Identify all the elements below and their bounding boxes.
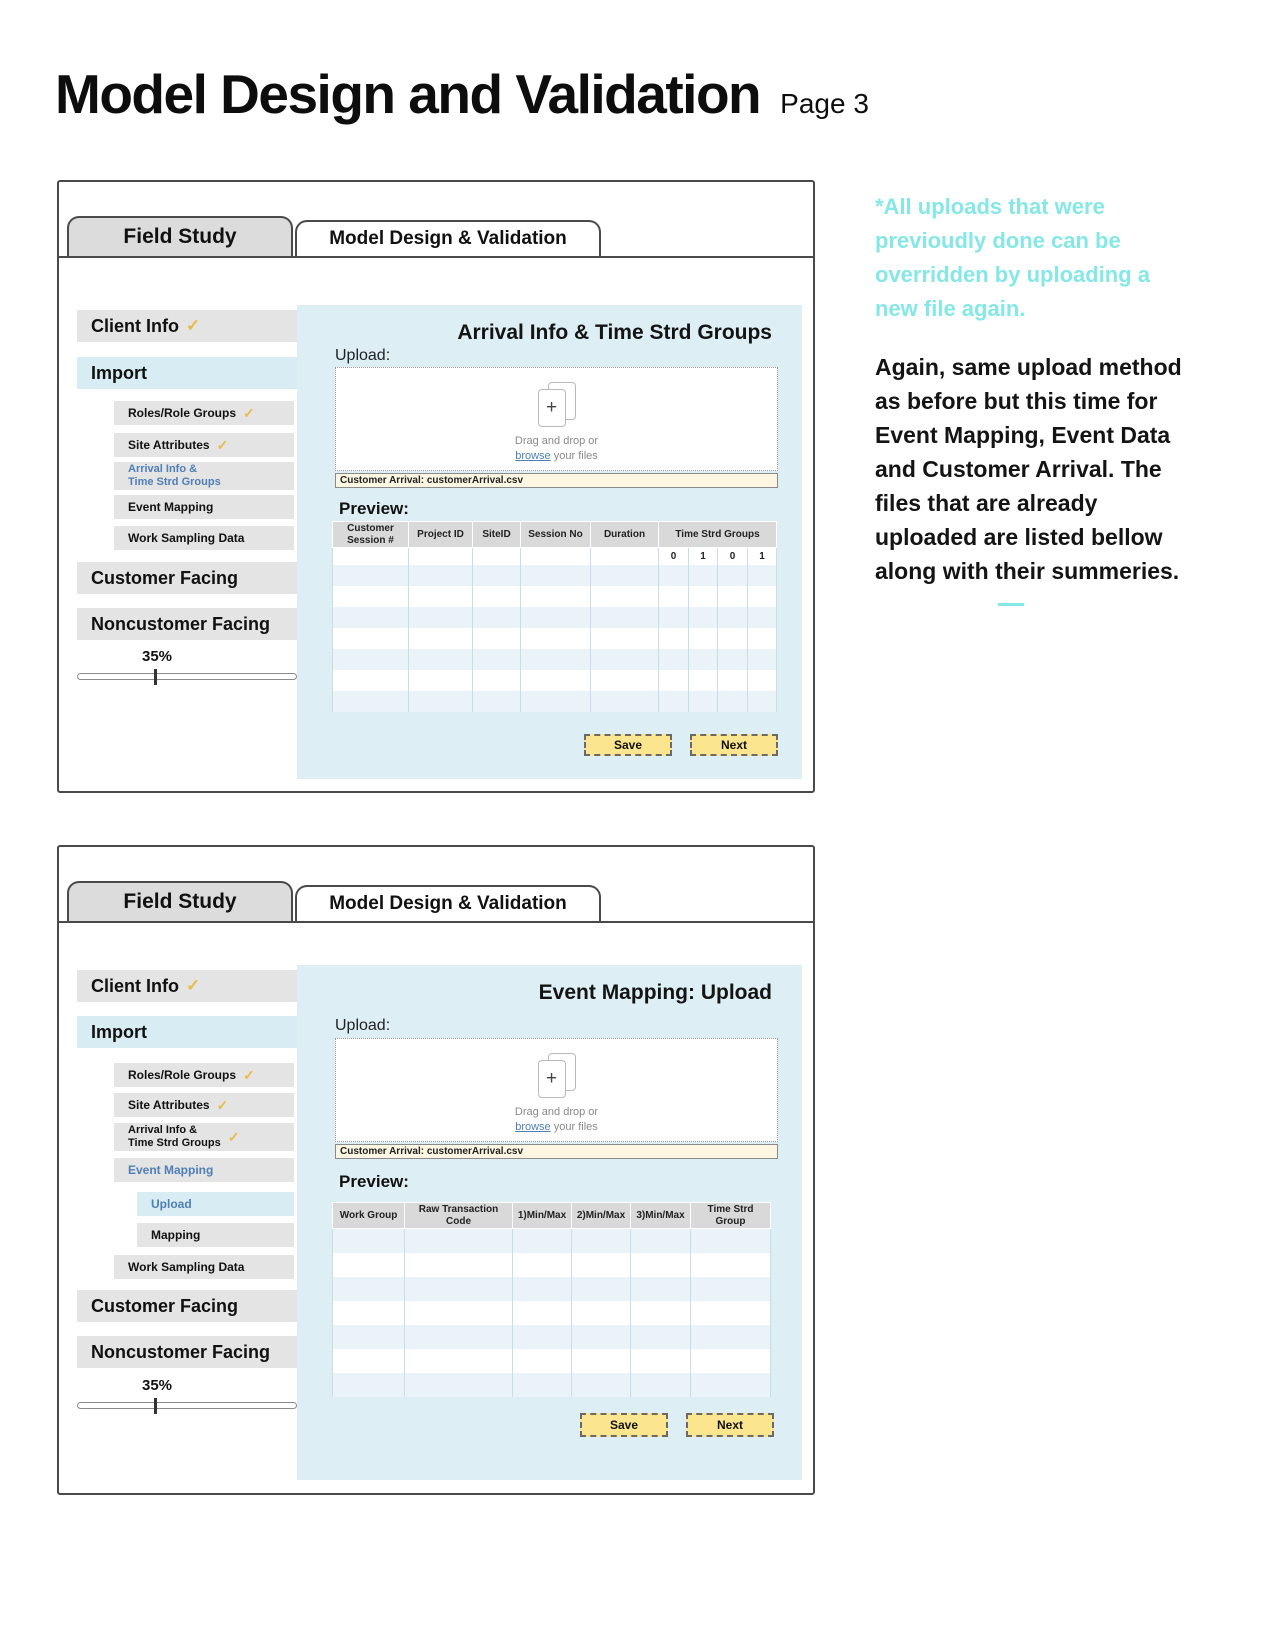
table-cell xyxy=(473,670,521,691)
check-icon: ✓ xyxy=(243,1066,255,1083)
table-cell xyxy=(473,548,521,565)
dropzone-hint xyxy=(336,434,777,464)
sidebar-item-label: Client Info xyxy=(91,975,179,996)
progress-slider[interactable] xyxy=(77,673,297,680)
tab-model-design-validation[interactable] xyxy=(295,220,601,256)
preview-table xyxy=(332,521,777,712)
sidebar-item-label: Noncustomer Facing xyxy=(91,1341,271,1362)
check-icon: ✓ xyxy=(227,1128,240,1145)
wireframe-screen-arrival-info xyxy=(57,180,815,793)
table-cell xyxy=(405,1229,513,1253)
table-cell xyxy=(333,1277,405,1301)
next-button[interactable]: Next xyxy=(686,1413,774,1437)
preview-label: Preview: xyxy=(339,499,409,518)
table-cell xyxy=(591,649,659,670)
table-cell xyxy=(691,1277,771,1301)
table-cell xyxy=(659,586,689,607)
table-cell xyxy=(521,586,591,607)
table-cell xyxy=(333,1253,405,1277)
sidebar-item-import[interactable] xyxy=(77,357,297,389)
plus-icon: + xyxy=(538,389,566,427)
uploaded-file-bar: Customer Arrival: customerArrival.csv xyxy=(335,473,778,488)
sidebar-item-label: Work Sampling Data xyxy=(128,531,245,545)
table-cell xyxy=(689,649,718,670)
sidebar-item-client-info[interactable] xyxy=(77,970,297,1002)
table-row xyxy=(333,628,777,649)
table-cell xyxy=(691,1373,771,1397)
document-title-row xyxy=(55,62,869,126)
table-cell xyxy=(591,628,659,649)
table-cell xyxy=(631,1301,691,1325)
progress-slider[interactable] xyxy=(77,1402,297,1409)
sidebar-item-label: Site Attributes xyxy=(128,438,210,452)
table-cell xyxy=(691,1325,771,1349)
table-row xyxy=(333,1253,771,1277)
tab-model-design-validation[interactable] xyxy=(295,885,601,921)
tab-label: Model Design & Validation xyxy=(329,228,567,249)
browse-link[interactable]: browse xyxy=(515,1120,551,1133)
tab-label: Field Study xyxy=(123,225,237,248)
table-header-cell: Time Strd Groups xyxy=(659,522,777,548)
table-header-row xyxy=(333,522,777,548)
tab-bar xyxy=(59,218,813,258)
annotation-note-black: Again, same upload method as before but this time for Event Mapping, Event Data and Customer Arrival. The files that are already uploaded are listed bellow along with their summeries. xyxy=(875,354,1182,585)
table-cell xyxy=(718,586,748,607)
table-cell xyxy=(572,1277,631,1301)
table-header-row xyxy=(333,1203,771,1229)
sidebar-item-label: Roles/Role Groups xyxy=(128,1068,237,1082)
table-row xyxy=(333,670,777,691)
table-header-cell: Duration xyxy=(591,522,659,548)
table-cell xyxy=(333,691,409,712)
sidebar-item-customer-facing[interactable] xyxy=(77,1290,297,1322)
table-cell xyxy=(591,548,659,565)
table-cell xyxy=(521,691,591,712)
table-cell xyxy=(409,565,473,586)
sidebar-item-label: Customer Facing xyxy=(91,567,239,588)
table-cell xyxy=(333,649,409,670)
table-cell xyxy=(691,1349,771,1373)
table-cell xyxy=(405,1373,513,1397)
sidebar-item-label: Site Attributes xyxy=(128,1098,210,1112)
uploaded-file-bar: Customer Arrival: customerArrival.csv xyxy=(335,1144,778,1159)
slider-thumb[interactable] xyxy=(154,669,157,685)
content-panel xyxy=(297,305,802,779)
table-cell xyxy=(409,607,473,628)
table-cell xyxy=(689,607,718,628)
table-cell xyxy=(473,586,521,607)
sidebar-item-client-info[interactable] xyxy=(77,310,297,342)
table-row xyxy=(333,1229,771,1253)
subheader-cell: 1 xyxy=(748,548,777,565)
table-cell xyxy=(473,565,521,586)
table-row xyxy=(333,1325,771,1349)
table-header-cell: Project ID xyxy=(409,522,473,548)
table-cell xyxy=(691,1301,771,1325)
sidebar-item-label: Arrival Info & Time Strd Groups xyxy=(128,1124,221,1149)
table-cell xyxy=(521,607,591,628)
table-row xyxy=(333,607,777,628)
table-cell xyxy=(513,1325,572,1349)
table-row xyxy=(333,691,777,712)
table-cell xyxy=(659,649,689,670)
sidebar-item-work-sampling-data[interactable] xyxy=(114,1255,294,1279)
table-cell xyxy=(521,649,591,670)
dropzone-hint xyxy=(336,1105,777,1135)
table-cell xyxy=(333,1301,405,1325)
sidebar-item-label: Arrival Info & Time Strd Groups xyxy=(128,463,221,488)
save-button[interactable]: Save xyxy=(584,734,672,756)
table-row xyxy=(333,649,777,670)
sidebar-item-customer-facing[interactable] xyxy=(77,562,297,594)
sidebar-item-upload[interactable] xyxy=(137,1192,294,1216)
table-header-cell: 3)Min/Max xyxy=(631,1203,691,1229)
table-cell xyxy=(748,649,777,670)
table-cell xyxy=(572,1301,631,1325)
table-cell xyxy=(572,1349,631,1373)
sidebar-item-mapping[interactable] xyxy=(137,1223,294,1247)
sidebar-item-label: Upload xyxy=(151,1197,192,1211)
table-cell xyxy=(689,586,718,607)
table-cell xyxy=(748,628,777,649)
sidebar-item-site-attributes[interactable] xyxy=(114,433,294,457)
sidebar-item-noncustomer-facing[interactable] xyxy=(77,1336,297,1368)
tab-label: Field Study xyxy=(123,890,237,913)
table-cell xyxy=(631,1277,691,1301)
table-cell xyxy=(409,649,473,670)
table-cell xyxy=(689,565,718,586)
table-cell xyxy=(405,1349,513,1373)
sidebar-item-roles-role-groups[interactable] xyxy=(114,401,294,425)
sidebar-item-label: Event Mapping xyxy=(128,500,214,514)
table-cell xyxy=(513,1301,572,1325)
table-cell xyxy=(659,565,689,586)
progress-percent: 35% xyxy=(141,648,173,665)
table-cell xyxy=(473,628,521,649)
tab-field-study[interactable] xyxy=(67,881,293,921)
table-cell xyxy=(689,628,718,649)
content-title: Event Mapping: Upload xyxy=(538,981,772,1004)
table-header-cell: 1)Min/Max xyxy=(513,1203,572,1229)
preview-label: Preview: xyxy=(339,1172,409,1191)
sidebar-item-roles-role-groups[interactable] xyxy=(114,1063,294,1087)
table-cell xyxy=(333,1373,405,1397)
table-cell xyxy=(409,548,473,565)
table-row xyxy=(333,565,777,586)
sidebar-item-label: Customer Facing xyxy=(91,1295,239,1316)
sidebar-item-arrival-info[interactable] xyxy=(114,1123,294,1151)
table-cell xyxy=(405,1325,513,1349)
table-cell xyxy=(718,565,748,586)
sidebar-item-label: Noncustomer Facing xyxy=(91,613,271,634)
table-cell xyxy=(748,586,777,607)
table-cell xyxy=(513,1349,572,1373)
sidebar-item-event-mapping[interactable] xyxy=(114,1158,294,1182)
table-cell xyxy=(631,1229,691,1253)
next-button[interactable]: Next xyxy=(690,734,778,756)
tab-label: Model Design & Validation xyxy=(329,893,567,914)
table-header-cell: Customer Session # xyxy=(333,522,409,548)
table-cell xyxy=(333,1229,405,1253)
table-cell xyxy=(405,1301,513,1325)
table-cell xyxy=(513,1277,572,1301)
content-title: Arrival Info & Time Strd Groups xyxy=(457,321,772,344)
page-title: Model Design and Validation xyxy=(55,63,761,125)
sidebar-item-arrival-info[interactable] xyxy=(114,462,294,490)
table-cell xyxy=(572,1253,631,1277)
dropzone-text: Drag and drop or xyxy=(514,435,599,447)
table-cell xyxy=(572,1229,631,1253)
table-cell xyxy=(473,691,521,712)
table-cell xyxy=(691,1253,771,1277)
sidebar-item-work-sampling-data[interactable] xyxy=(114,526,294,550)
table-header-cell: Work Group xyxy=(333,1203,405,1229)
table-cell xyxy=(409,586,473,607)
table-cell xyxy=(591,607,659,628)
table-cell xyxy=(718,649,748,670)
table-cell xyxy=(521,565,591,586)
sidebar-item-label: Work Sampling Data xyxy=(128,1260,245,1274)
table-cell xyxy=(521,670,591,691)
sidebar-item-import[interactable] xyxy=(77,1016,297,1048)
table-cell xyxy=(718,628,748,649)
table-cell xyxy=(473,607,521,628)
table-cell xyxy=(521,628,591,649)
table-header-cell: Raw Transaction Code xyxy=(405,1203,513,1229)
table-cell xyxy=(689,691,718,712)
table-header-cell: 2)Min/Max xyxy=(572,1203,631,1229)
sidebar-item-label: Roles/Role Groups xyxy=(128,406,237,420)
sidebar-item-label: Mapping xyxy=(151,1228,201,1242)
table-cell xyxy=(513,1253,572,1277)
file-dropzone[interactable] xyxy=(335,1038,778,1142)
table-cell xyxy=(659,607,689,628)
table-cell xyxy=(513,1229,572,1253)
check-icon: ✓ xyxy=(216,436,229,453)
table-row xyxy=(333,1301,771,1325)
table-cell xyxy=(409,691,473,712)
table-cell xyxy=(333,1325,405,1349)
check-icon: ✓ xyxy=(186,976,201,995)
table-row xyxy=(333,1373,771,1397)
table-cell xyxy=(718,670,748,691)
table-header-cell: SiteID xyxy=(473,522,521,548)
table-cell xyxy=(409,670,473,691)
table-cell xyxy=(659,691,689,712)
sidebar-item-event-mapping[interactable] xyxy=(114,495,294,519)
tab-bar xyxy=(59,883,813,923)
file-dropzone[interactable] xyxy=(335,367,778,471)
table-cell xyxy=(659,628,689,649)
table-header-cell: Time Strd Group xyxy=(691,1203,771,1229)
table-cell xyxy=(748,607,777,628)
subheader-cell: 0 xyxy=(659,548,689,565)
table-cell xyxy=(631,1373,691,1397)
table-cell xyxy=(689,670,718,691)
page-number-label: Page 3 xyxy=(780,88,869,119)
table-cell xyxy=(691,1229,771,1253)
table-row xyxy=(333,1349,771,1373)
table-cell xyxy=(591,670,659,691)
check-icon: ✓ xyxy=(216,1096,229,1113)
table-cell xyxy=(405,1253,513,1277)
plus-icon: + xyxy=(538,1060,566,1098)
table-cell xyxy=(333,548,409,565)
slider-thumb[interactable] xyxy=(154,1398,157,1414)
dropzone-text: Drag and drop or xyxy=(514,1106,599,1118)
check-icon: ✓ xyxy=(186,316,201,335)
table-row xyxy=(333,1277,771,1301)
browse-link[interactable]: browse xyxy=(515,449,551,462)
add-file-icon xyxy=(536,1053,578,1101)
table-header-cell: Session No xyxy=(521,522,591,548)
check-icon: ✓ xyxy=(243,404,255,421)
sidebar-item-site-attributes[interactable] xyxy=(114,1093,294,1117)
table-cell xyxy=(333,565,409,586)
table-cell xyxy=(473,649,521,670)
wireframe-screen-event-mapping xyxy=(57,845,815,1495)
upload-label: Upload: xyxy=(335,347,391,364)
progress-percent: 35% xyxy=(141,1377,173,1394)
table-cell xyxy=(631,1253,691,1277)
table-cell xyxy=(659,670,689,691)
table-cell xyxy=(409,628,473,649)
table-cell xyxy=(333,586,409,607)
table-cell xyxy=(513,1373,572,1397)
upload-label: Upload: xyxy=(335,1017,391,1034)
table-cell xyxy=(333,670,409,691)
sidebar-item-label: Import xyxy=(91,1021,147,1042)
table-cell xyxy=(631,1325,691,1349)
preview-table xyxy=(332,1202,771,1397)
table-cell xyxy=(572,1373,631,1397)
table-cell xyxy=(521,548,591,565)
table-cell xyxy=(631,1349,691,1373)
table-cell xyxy=(333,628,409,649)
dropzone-text-rest: your files xyxy=(550,1120,598,1133)
sidebar-item-label: Client Info xyxy=(91,315,179,336)
table-cell xyxy=(748,691,777,712)
table-subheader-row xyxy=(333,548,777,565)
subheader-cell: 0 xyxy=(718,548,748,565)
table-row xyxy=(333,586,777,607)
table-cell xyxy=(718,607,748,628)
table-cell xyxy=(572,1325,631,1349)
table-cell xyxy=(718,691,748,712)
table-cell xyxy=(405,1277,513,1301)
table-cell xyxy=(333,607,409,628)
table-cell xyxy=(333,1349,405,1373)
sidebar-item-label: Event Mapping xyxy=(128,1163,214,1177)
sidebar-item-noncustomer-facing[interactable] xyxy=(77,608,297,640)
table-cell xyxy=(591,691,659,712)
save-button[interactable]: Save xyxy=(580,1413,668,1437)
table-cell xyxy=(748,565,777,586)
table-cell xyxy=(591,565,659,586)
divider xyxy=(998,603,1024,606)
table-cell xyxy=(591,586,659,607)
sidebar-item-label: Import xyxy=(91,362,147,383)
dropzone-text-rest: your files xyxy=(550,449,598,462)
annotation-note-cyan: *All uploads that were previoudly done can be overridden by uploading a new file again. xyxy=(875,194,1151,322)
content-panel xyxy=(297,965,802,1480)
tab-field-study[interactable] xyxy=(67,216,293,256)
table-cell xyxy=(748,670,777,691)
subheader-cell: 1 xyxy=(689,548,718,565)
add-file-icon xyxy=(536,382,578,430)
